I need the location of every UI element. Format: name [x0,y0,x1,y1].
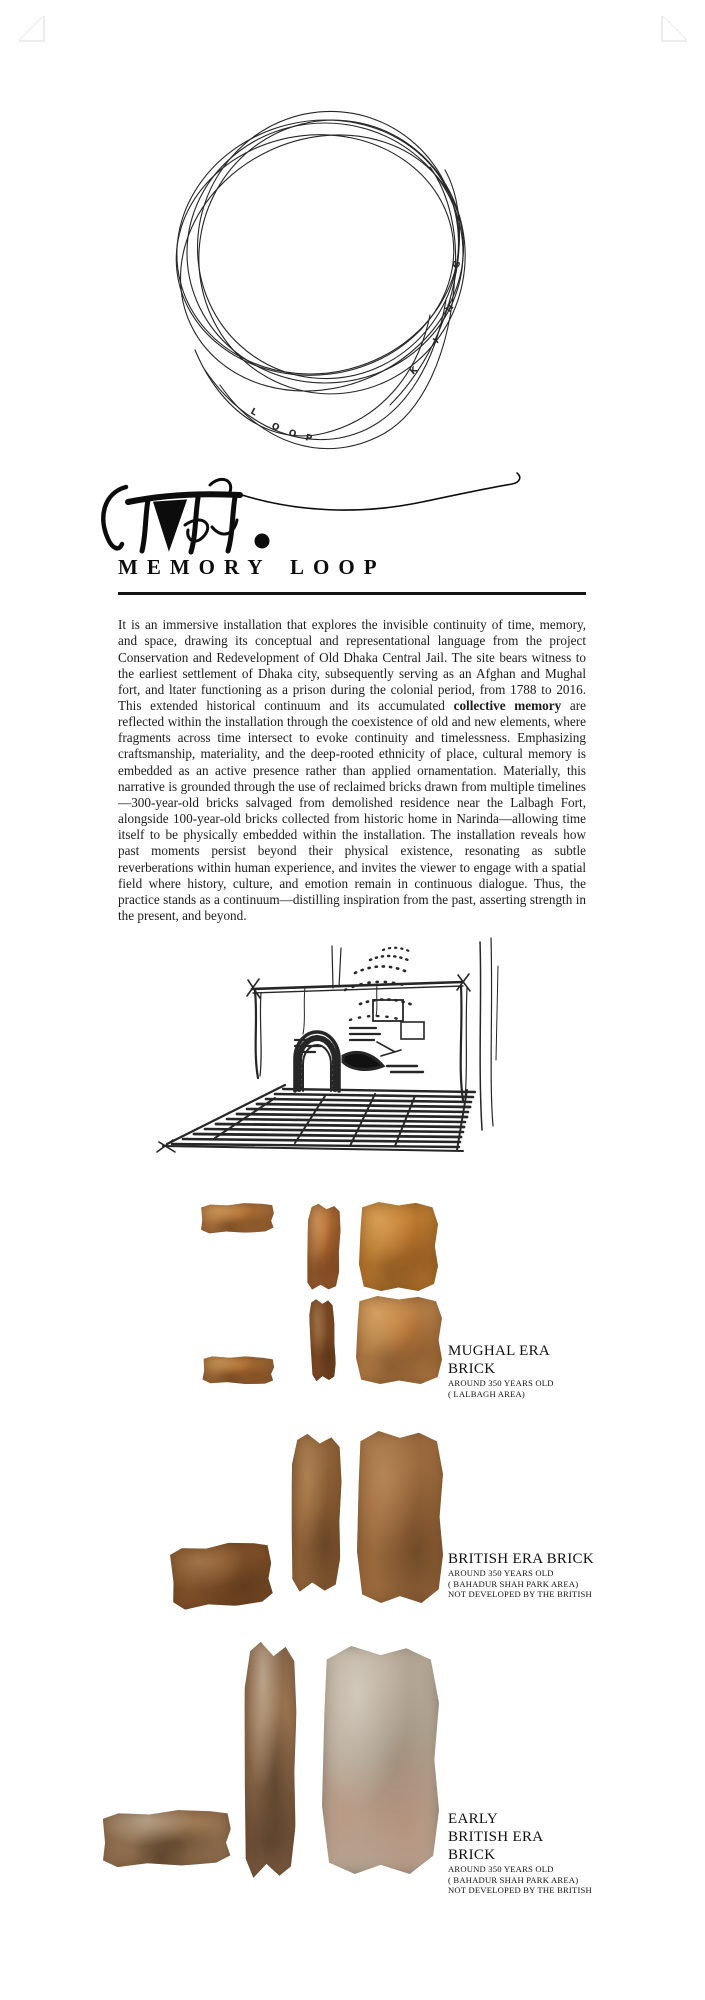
british-brick-label [448,1550,598,1600]
page-corner-mark-top-left [19,16,45,42]
mughal-brick-area: ( LALBAGH AREA) [448,1388,525,1399]
british-brick-area: ( BAHADUR SHAH PARK AREA) [448,1578,579,1589]
intro-text-after: are reflected within the installation through the coexistence of old and new elements, where fragments across time intersect to evoke continuity and timelessness. Emphasizing craftsmanship, materiality, and the deep-rooted ethnicity of place, cultural memory is embedded as an active presence rather than applied ornamentation. Materially, this narrative is grounded through the use of reclaimed bricks drawn from multiple timelines—300-year-old bricks salvaged from demolished residence near the Lalbagh Fort, alongside 100-year-old bricks collected from historic home in Narinda—allowing time itself to be physically embedded within the installation. The installation reveals how past moments persist beyond their physical existence, resonating as subtle reverberations within human experience, and invites the viewer to engage with a spatial field where history, culture, and emotion remain in continuous dialogue. Thus, the practice stands as a continuum—distilling inspiration from the past, asserting strength in the present, and beyond. [118,697,586,923]
title-underline-rule [118,592,586,595]
brick-photo-mughal-vertical-top [306,1203,342,1290]
svg-text:O: O [269,421,281,434]
svg-text:P: P [304,433,313,445]
british-brick-note: NOT DEVELOPED BY THE BRITISH [448,1589,592,1599]
mughal-brick-age: AROUND 350 YEARS OLD [448,1378,554,1388]
loop-circle-sketch [150,75,482,470]
brick-photo-british-large [357,1431,443,1603]
brick-photo-british-chunk [167,1539,274,1612]
early-british-brick-label [448,1810,592,1896]
brick-photo-mughal-flat-top [200,1202,275,1234]
early-british-brick-age: AROUND 350 YEARS OLD [448,1864,554,1874]
svg-text:N: N [444,302,457,315]
svg-text:L: L [248,406,259,419]
intro-bold-phrase: collective memory [453,697,562,713]
brick-photo-british-tall [290,1434,343,1593]
page-title: MEMORY LOOP [118,555,386,579]
brick-photo-mughal-large-top [359,1202,438,1291]
intro-text-before: It is an immersive installation that explores the invisible continuity of time, memory, and space, drawing its conceptual and representational language from the project Conservation and Redevelopment of Old Dhaka Central Jail. The site bears witness to the earliest settlement of Dhaka city, subsequently serving as an Afghan and Mughal fort, and ltater functioning as a prison during the colonial period, from 1788 to 2016. This extended historical continuum and its accumulated [118,617,586,713]
early-british-brick-title: EARLY BRITISH ERA BRICK [448,1811,543,1863]
page-corner-mark-top-right [661,16,687,42]
british-brick-age: AROUND 350 YEARS OLD [448,1568,554,1578]
brick-photo-early-british-large [322,1646,439,1874]
brick-photo-mughal-large-bottom [356,1296,442,1384]
early-british-brick-area: ( BAHADUR SHAH PARK AREA) [448,1874,579,1885]
british-brick-title: BRITISH ERA BRICK [448,1551,594,1567]
brick-photo-early-british-tall [243,1642,297,1878]
mughal-brick-label [448,1342,588,1399]
intro-paragraph [118,617,586,924]
mughal-brick-title: MUGHAL ERA BRICK [448,1343,550,1377]
installation-concept-sketch [145,938,505,1168]
brick-photo-mughal-flat-bottom [202,1355,274,1384]
brick-photo-mughal-vertical-bottom [309,1299,337,1382]
svg-text:G: G [451,259,464,271]
svg-text:I: I [431,336,442,346]
early-british-brick-note: NOT DEVELOPED BY THE BRITISH [448,1885,592,1895]
svg-text:O: O [287,428,298,441]
bengali-calligraphy-logo [92,465,532,565]
svg-text:K: K [408,365,421,378]
brick-photo-early-british-flat [100,1808,232,1869]
